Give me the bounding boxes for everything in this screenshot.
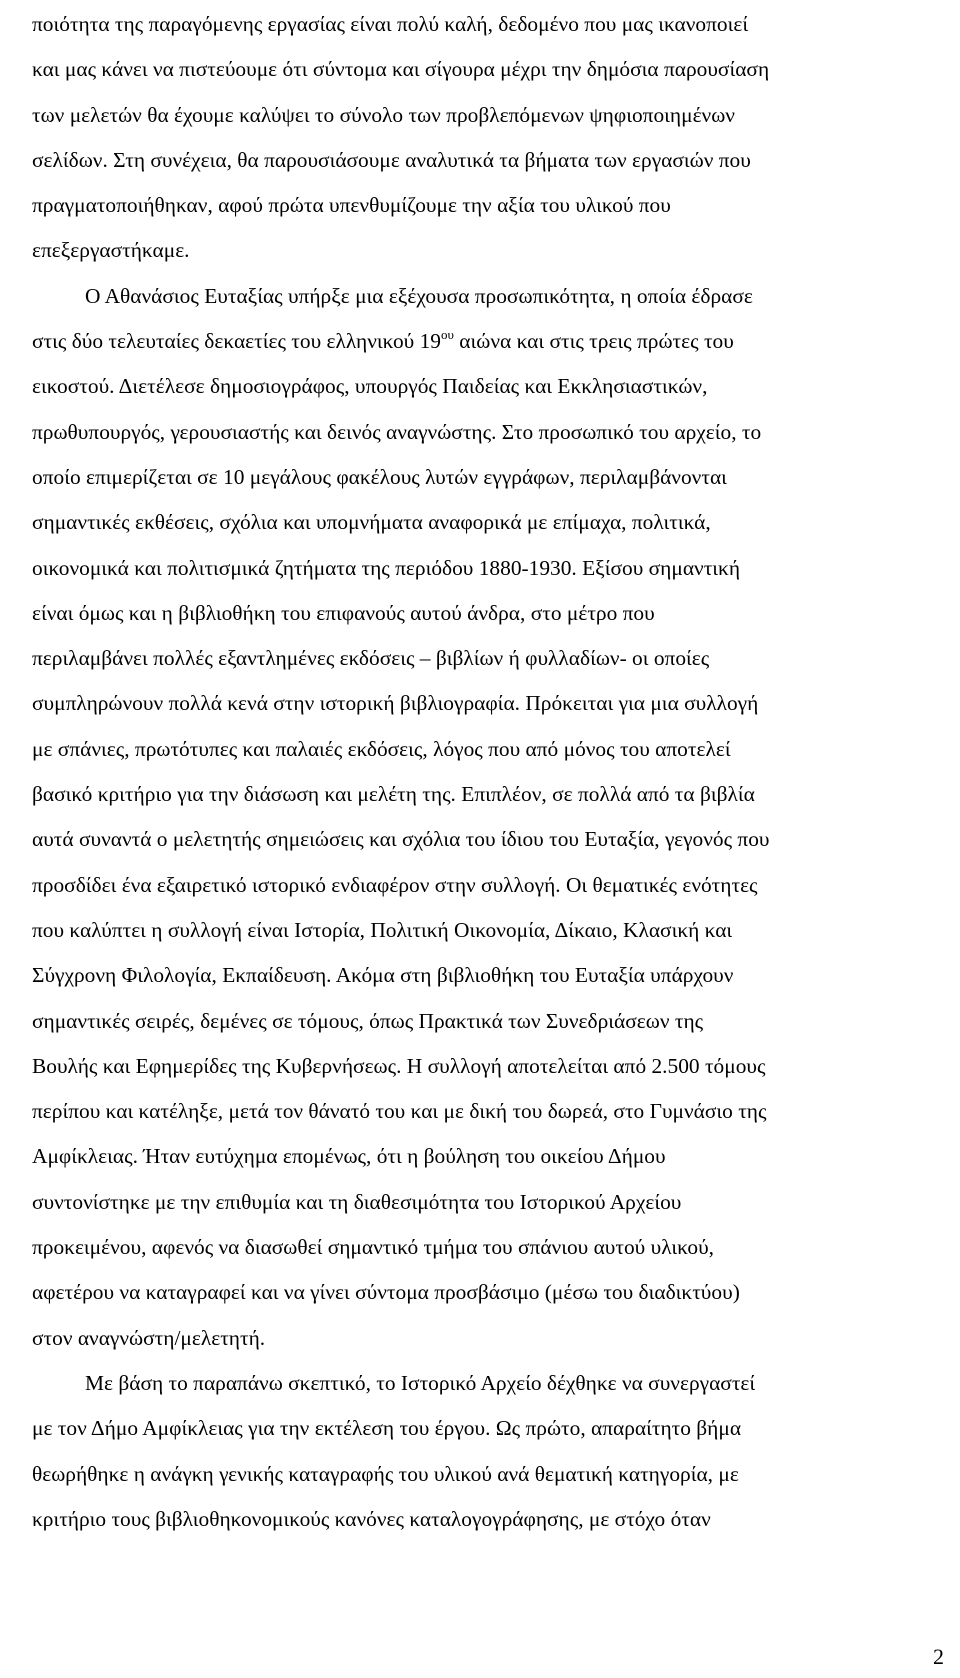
text-line — [32, 1316, 932, 1361]
text-segment: προσδίδει ένα εξαιρετικό ιστορικό ενδιαφέρον στην συλλογή. Οι θεματικές ενότητες — [32, 872, 758, 897]
paragraph — [32, 2, 932, 274]
text-line — [32, 1270, 932, 1315]
text-line — [32, 500, 932, 545]
text-segment: σελίδων. Στη συνέχεια, θα παρουσιάσουμε αναλυτικά τα βήματα των εργασιών που — [32, 147, 751, 172]
text-segment: Σύγχρονη Φιλολογία, Εκπαίδευση. Ακόμα στη βιβλιοθήκη του Ευταξία υπάρχουν — [32, 963, 734, 988]
text-line — [32, 410, 932, 455]
text-line — [32, 681, 932, 726]
text-segment: που καλύπτει η συλλογή είναι Ιστορία, Πολιτική Οικονομία, Δίκαιο, Κλασική και — [32, 917, 733, 942]
text-line — [32, 1180, 932, 1225]
text-line — [32, 1044, 932, 1089]
text-line — [32, 455, 932, 500]
text-line — [32, 772, 932, 817]
text-segment: Βουλής και Εφημερίδες της Κυβερνήσεως. Η συλλογή αποτελείται από 2.500 τόμους — [32, 1053, 766, 1078]
text-line — [32, 1089, 932, 1134]
text-segment: ποιότητα της παραγόμενης εργασίας είναι πολύ καλή, δεδομένο που μας ικανοποιεί — [32, 12, 749, 36]
text-segment: είναι όμως και η βιβλιοθήκη του επιφανούς αυτού άνδρα, στο μέτρο που — [32, 600, 655, 625]
text-line — [32, 999, 932, 1044]
text-segment: των μελετών θα έχουμε καλύψει το σύνολο των προβλεπόμενων ψηφιοποιημένων — [32, 102, 735, 127]
body-text — [32, 2, 932, 1542]
text-segment: επεξεργαστήκαμε. — [32, 238, 190, 263]
text-segment: πραγματοποιήθηκαν, αφού πρώτα υπενθυμίζουμε την αξία του υλικού που — [32, 193, 671, 218]
text-line — [32, 546, 932, 591]
text-segment: συντονίστηκε με την επιθυμία και τη διαθεσιμότητα του Ιστορικού Αρχείου — [32, 1189, 682, 1214]
text-line — [32, 1225, 932, 1270]
superscript: ου — [441, 327, 454, 343]
text-segment: με σπάνιες, πρωτότυπες και παλαιές εκδόσεις, λόγος που από μόνος του αποτελεί — [32, 736, 731, 761]
text-line — [32, 2, 932, 47]
text-segment: Αμφίκλειας. Ήταν ευτύχημα επομένως, ότι η βούληση του οικείου Δήμου — [32, 1144, 666, 1169]
text-line — [32, 274, 932, 319]
text-line — [32, 319, 932, 364]
text-segment: αυτά συναντά ο μελετητής σημειώσεις και σχόλια του ίδιου του Ευταξία, γεγονός που — [32, 827, 770, 852]
text-segment: οικονομικά και πολιτισμικά ζητήματα της περιόδου 1880-1930. Εξίσου σημαντική — [32, 555, 741, 580]
text-segment: οποίο επιμερίζεται σε 10 μεγάλους φακέλους λυτών εγγράφων, περιλαμβάνονται — [32, 464, 727, 489]
text-line — [32, 591, 932, 636]
text-segment: με τον Δήμο Αμφίκλειας για την εκτέλεση του έργου. Ως πρώτο, απαραίτητο βήμα — [32, 1416, 742, 1441]
text-segment: περιλαμβάνει πολλές εξαντλημένες εκδόσεις – βιβλίων ή φυλλαδίων- οι οποίες — [32, 646, 710, 671]
text-segment: στις δύο τελευταίες δεκαετίες του ελληνικού 19 — [32, 329, 442, 354]
text-segment: περίπου και κατέληξε, μετά τον θάνατό του και με δική του δωρεά, στο Γυμνάσιο της — [32, 1099, 767, 1124]
text-line — [32, 727, 932, 772]
text-segment: συμπληρώνουν πολλά κενά στην ιστορική βιβλιογραφία. Πρόκειται για μια συλλογή — [32, 691, 759, 716]
text-segment: Ο Αθανάσιος Ευταξίας υπήρξε μια εξέχουσα προσωπικότητα, η οποία έδρασε — [85, 283, 753, 308]
text-line — [32, 183, 932, 228]
text-segment: θεωρήθηκε η ανάγκη γενικής καταγραφής του υλικού ανά θεματική κατηγορία, με — [32, 1461, 739, 1486]
text-line — [32, 1361, 932, 1406]
text-segment: βασικό κριτήριο για την διάσωση και μελέτη της. Επιπλέον, σε πολλά από τα βιβλία — [32, 782, 755, 807]
text-line — [32, 364, 932, 409]
text-segment: εικοστού. Διετέλεσε δημοσιογράφος, υπουργός Παιδείας και Εκκλησιαστικών, — [32, 374, 708, 399]
text-segment: αιώνα και στις τρεις πρώτες του — [453, 329, 734, 354]
paragraph — [32, 1361, 932, 1542]
text-line — [32, 1134, 932, 1179]
text-segment: Με βάση το παραπάνω σκεπτικό, το Ιστορικό Αρχείο δέχθηκε να συνεργαστεί — [85, 1370, 756, 1395]
text-line — [32, 1406, 932, 1451]
text-line — [32, 953, 932, 998]
text-line — [32, 1497, 932, 1542]
text-line — [32, 93, 932, 138]
text-segment: σημαντικές σειρές, δεμένες σε τόμους, όπως Πρακτικά των Συνεδριάσεων της — [32, 1008, 704, 1033]
text-segment: στον αναγνώστη/μελετητή. — [32, 1325, 266, 1350]
text-line — [32, 228, 932, 273]
text-segment: προκειμένου, αφενός να διασωθεί σημαντικό τμήμα του σπάνιου αυτού υλικού, — [32, 1235, 715, 1260]
text-line — [32, 863, 932, 908]
text-segment: αφετέρου να καταγραφεί και να γίνει σύντομα προσβάσιμο (μέσω του διαδικτύου) — [32, 1280, 740, 1305]
text-line — [32, 138, 932, 183]
text-line — [32, 817, 932, 862]
text-segment: κριτήριο τους βιβλιοθηκονομικούς κανόνες καταλογογράφησης, με στόχο όταν — [32, 1506, 711, 1531]
text-segment: σημαντικές εκθέσεις, σχόλια και υπομνήματα αναφορικά με επίμαχα, πολιτικά, — [32, 510, 711, 535]
page-number: 2 — [933, 1644, 944, 1669]
paragraph — [32, 274, 932, 1361]
text-line — [32, 47, 932, 92]
text-segment: πρωθυπουργός, γερουσιαστής και δεινός αναγνώστης. Στο προσωπικό του αρχείο, το — [32, 419, 762, 444]
text-line — [32, 1452, 932, 1497]
text-segment: και μας κάνει να πιστεύουμε ότι σύντομα και σίγουρα μέχρι την δημόσια παρουσίαση — [32, 57, 770, 82]
text-line — [32, 636, 932, 681]
text-line — [32, 908, 932, 953]
